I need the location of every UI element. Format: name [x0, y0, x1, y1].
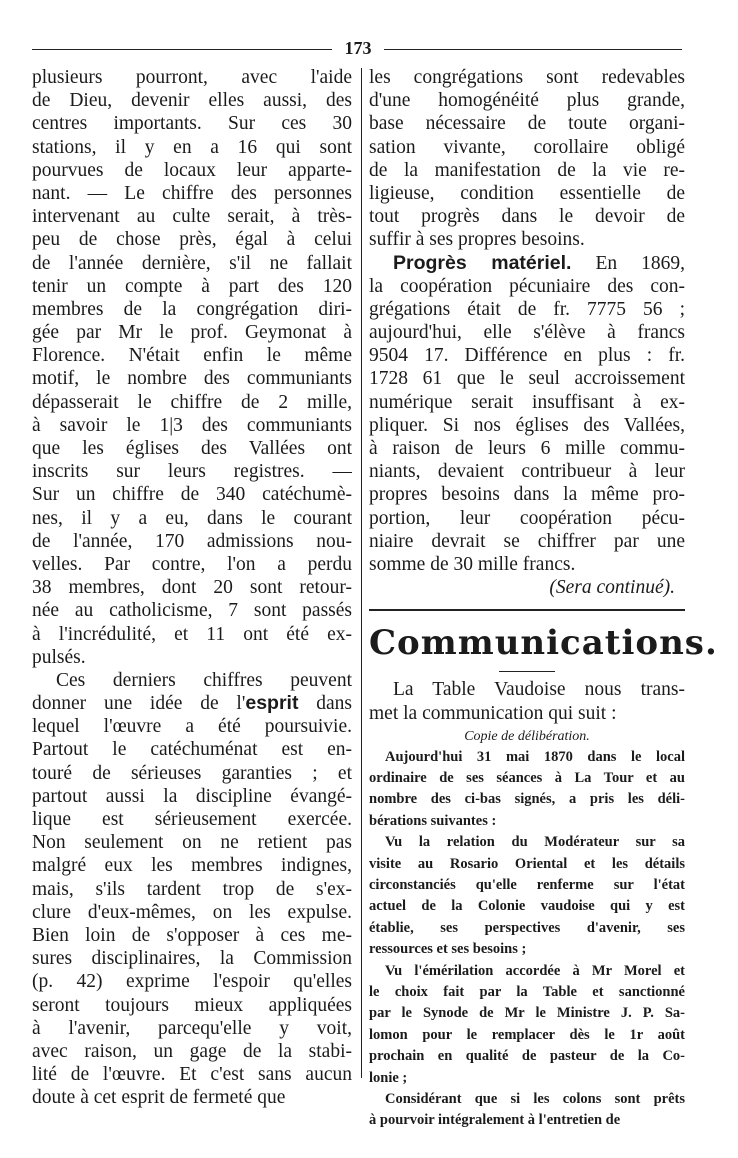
text-line: nant. — Le chiffre des personnes [32, 182, 352, 204]
right-paragraph-2 [369, 275, 685, 576]
text-line: stations, il y en a 16 qui sont [32, 136, 352, 158]
text-line: malgré eux les membres indignes, [32, 855, 352, 877]
text-line: membres de la congrégation diri- [32, 298, 352, 320]
text-line: somme de 30 mille francs. [369, 553, 576, 575]
text-line: tenir un compte à part des 120 [32, 275, 352, 297]
text-line: nombre des ci-bas signés, a pris les déli- [369, 791, 685, 808]
text-line: actuel de la Colonie vaudoise qui y est [369, 898, 685, 915]
text-line: touré de sérieuses garanties ; et [32, 762, 352, 784]
text-line: née au catholicisme, 7 sont passés [32, 600, 352, 622]
text-line: Florence. N'était enfin le même [32, 345, 352, 367]
text-line: 1728 61 que le seul accroissement [369, 368, 685, 390]
page-number: 173 [344, 38, 372, 58]
text-line: centres importants. Sur ces 30 [32, 113, 352, 135]
text-line: doute à cet esprit de fermeté que [32, 1087, 286, 1109]
page-header [32, 38, 682, 60]
text-line: ligieuse, condition essentielle de [369, 182, 685, 204]
text-line: les congrégations sont redevables [369, 67, 685, 88]
text-line: numérique serait insuffisant à ex- [369, 391, 685, 413]
text-line: niants, devaient contribueur à leur [369, 461, 685, 483]
text-line: clure d'eux-mêmes, on les expulse. [32, 901, 352, 923]
text-line: lité de l'œuvre. Et c'est sans aucun [32, 1064, 352, 1086]
deliberation-text [369, 747, 685, 1132]
text-line: sation vivante, corollaire obligé [369, 136, 685, 158]
text-line: que les églises des Vallées ont [32, 438, 352, 459]
text-fragment: dans [298, 693, 352, 715]
text-line: Sur un chiffre de 340 catéchumè- [32, 484, 352, 506]
text-line: de l'année dernière, s'il ne fallait [32, 252, 352, 274]
text-line: grégations était de fr. 7775 56 ; [369, 298, 685, 320]
left-paragraph-2 [32, 715, 352, 1109]
text-line: à pourvoir intégralement à l'entretien de [369, 1112, 621, 1129]
text-line: peu de chose près, égal à celui [32, 229, 352, 251]
text-line: dépasserait le chiffre de 2 mille, [32, 391, 352, 413]
text-line: prochain en qualité de pasteur de la Co- [369, 1048, 685, 1065]
section-heading-progres: Progrès matériel. [393, 251, 572, 274]
text-fragment: En 1869, [571, 252, 685, 274]
text-line: La Table Vaudoise nous trans- [393, 679, 685, 701]
right-column [369, 66, 718, 1132]
text-line: Bien loin de s'opposer à ces me- [32, 924, 352, 946]
text-line: Considérant que si les colons sont prêts [385, 1090, 685, 1107]
text-line: tout progrès dans le devoir de [369, 206, 685, 228]
text-line: établie, ses perspectives d'avenir, ses [369, 919, 685, 936]
header-rule-right [384, 49, 682, 50]
text-line: (p. 42) exprime l'espoir qu'elles [32, 971, 352, 993]
text-line [369, 252, 685, 275]
left-paragraph-1 [32, 66, 352, 669]
copie-label: Copie de délibération. [464, 728, 590, 744]
text-line [32, 692, 352, 715]
text-line: motif, le nombre des communiants [32, 368, 352, 390]
text-line: portion, leur coopération pécu- [369, 507, 685, 529]
text-line: Partout le catéchuménat est en- [32, 739, 352, 761]
text-line: ordinaire de ses séances à La Tour et au [369, 770, 685, 787]
text-line: à l'avenir, parcequ'elle y voit, [32, 1017, 352, 1039]
text-line: la coopération pécuniaire des con- [369, 275, 685, 297]
right-paragraph-1 [369, 66, 685, 252]
section-title: Communications. [369, 623, 718, 664]
text-line: Aujourd'hui 31 mai 1870 dans le local [385, 748, 685, 765]
text-line: de Dieu, devenir elles aussi, des [32, 90, 352, 112]
text-line: mais, s'ils tardent trop de s'ex- [32, 878, 352, 900]
text-line: niaire devrait se chiffrer par une [369, 530, 685, 552]
text-line: 9504 17. Différence en plus : fr. [369, 345, 685, 367]
title-underline [499, 671, 555, 672]
text-line: de la manifestation de la vie re- [369, 159, 685, 181]
text-line: velles. Par contre, l'on a perdu [32, 553, 352, 575]
text-line: lomon pour le remplacer dès le 1r août [369, 1026, 685, 1043]
text-line: visite au Rosario Oriental et les détails [369, 855, 685, 872]
left-column [32, 66, 352, 1109]
text-line: suffir à ses propres besoins. [369, 229, 585, 251]
text-line: 38 membres, dont 20 sont retour- [32, 577, 352, 599]
text-line: aujourd'hui, elle s'élève à francs [369, 322, 685, 344]
text-line: Vu la relation du Modérateur sur sa [385, 834, 685, 851]
emphasis-word: esprit [245, 692, 299, 715]
text-line: propres besoins dans la même pro- [369, 484, 685, 506]
text-line: Vu l'émérilation accordée à Mr Morel et [385, 962, 685, 979]
text-line: par le Synode de Mr le Ministre J. P. Sa- [369, 1005, 685, 1022]
text-line: pliquer. Si nos églises des Vallées, [369, 414, 685, 436]
column-divider [361, 68, 362, 1078]
text-line: circonstanciés qu'elle renferme sur l'état [369, 877, 685, 894]
text-line: bérations suivantes : [369, 812, 497, 829]
text-line: nes, il y a eu, dans le courant [32, 507, 352, 529]
text-line: inscrits sur leurs registres. — [32, 461, 352, 483]
text-line: intervenant au culte serait, à très- [32, 206, 352, 228]
text-line: avec raison, un gage de la stabi- [32, 1040, 352, 1062]
intro-paragraph [369, 678, 685, 724]
text-line: de l'année, 170 admissions nou- [32, 530, 352, 552]
text-line: lique est sérieusement exercée. [32, 809, 352, 830]
text-fragment: donner une idée de l' [32, 693, 246, 715]
text-line: le choix fait par la Table et sanctionné [369, 984, 685, 1000]
text-line: lonie ; [369, 1069, 408, 1086]
text-line: pulsés. [32, 646, 86, 668]
header-rule-left [32, 49, 332, 50]
text-line: gée par Mr le prof. Geymonat à [32, 322, 352, 344]
text-line: partout aussi la discipline évangé- [32, 785, 352, 807]
text-line: à raison de leurs 6 mille commu- [369, 438, 685, 459]
continued-note: (Sera continué). [549, 577, 675, 599]
text-line: sures disciplinaires, la Commission [32, 948, 352, 970]
text-line: lequel l'œuvre a été poursuivie. [32, 716, 352, 738]
text-line: ressources et ses besoins ; [369, 941, 527, 958]
text-line: à l'incrédulité, et 11 ont été ex- [32, 623, 352, 645]
section-rule [369, 609, 685, 611]
text-line: plusieurs pourront, avec l'aide [32, 67, 352, 88]
text-line: à savoir le 1|3 des communiants [32, 414, 352, 436]
text-line: base nécessaire de toute organi- [369, 113, 685, 135]
text-line: seront toujours mieux appliquées [32, 994, 352, 1016]
text-line: pourvues de locaux leur apparte- [32, 159, 352, 181]
text-line: d'une homogénéité plus grande, [369, 90, 685, 112]
text-line: Ces derniers chiffres peuvent [56, 669, 352, 691]
text-line: Non seulement on ne retient pas [32, 832, 352, 854]
text-line: met la communication qui suit : [369, 702, 617, 724]
